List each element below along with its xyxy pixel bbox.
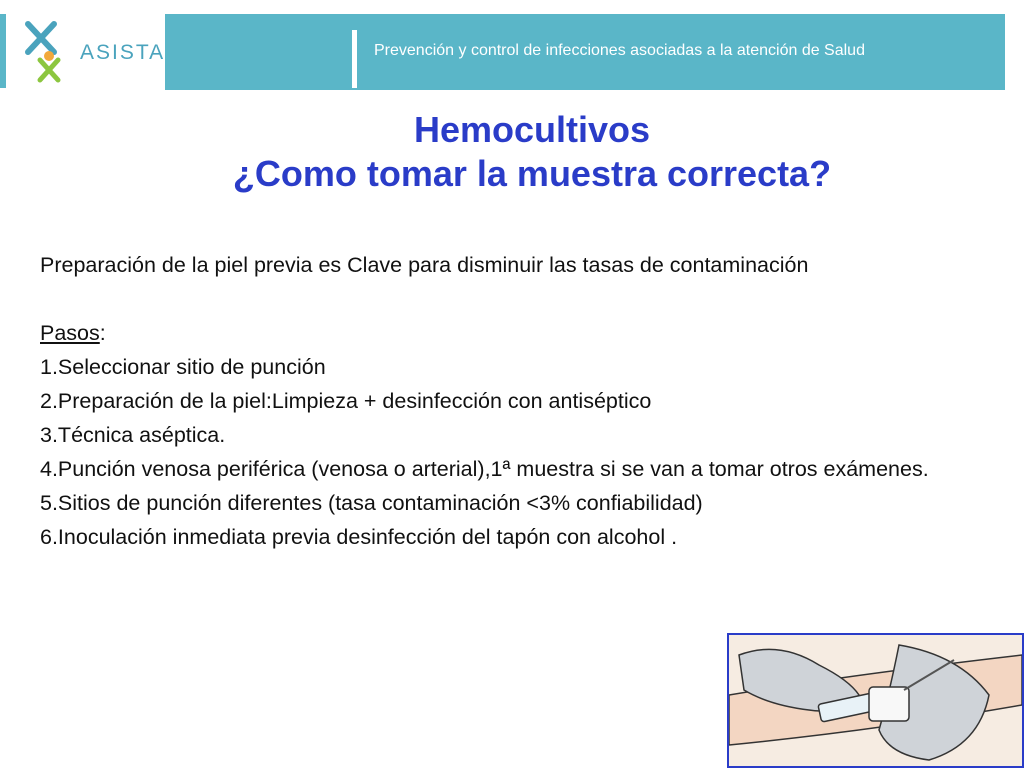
intro-paragraph: Preparación de la piel previa es Clave para disminuir las tasas de contaminación xyxy=(40,253,809,277)
header-band-text: Prevención y control de infecciones asociadas a la atención de Salud xyxy=(374,42,865,59)
blood-draw-illustration xyxy=(727,633,1024,768)
slide-body xyxy=(40,248,940,554)
list-item: 5.Sitios de punción diferentes (tasa contaminación <3% confiabilidad) xyxy=(40,491,703,515)
slide-header xyxy=(0,0,1024,92)
steps-label: Pasos xyxy=(40,321,100,345)
steps-colon: : xyxy=(99,321,106,345)
header-separator xyxy=(352,30,357,88)
asista-logo-icon xyxy=(20,16,80,86)
header-left-accent-bar xyxy=(0,14,6,88)
list-item: 1.Seleccionar sitio de punción xyxy=(40,355,326,379)
steps-list xyxy=(40,350,940,554)
list-item: 6.Inoculación inmediata previa desinfección del tapón con alcohol . xyxy=(40,525,678,549)
list-item: 3.Técnica aséptica. xyxy=(40,423,226,447)
title-line-2: ¿Como tomar la muestra correcta? xyxy=(232,153,832,194)
slide-title xyxy=(0,108,1024,196)
logo-text: ASISTA xyxy=(80,41,166,64)
list-item: 4.Punción venosa periférica (venosa o arterial),1ª muestra si se van a tomar otros exámenes. xyxy=(40,457,929,481)
list-item: 2.Preparación de la piel:Limpieza + desinfección con antiséptico xyxy=(40,389,652,413)
title-line-1: Hemocultivos xyxy=(413,109,651,150)
steps-heading xyxy=(40,316,940,350)
asista-logo xyxy=(20,16,166,86)
